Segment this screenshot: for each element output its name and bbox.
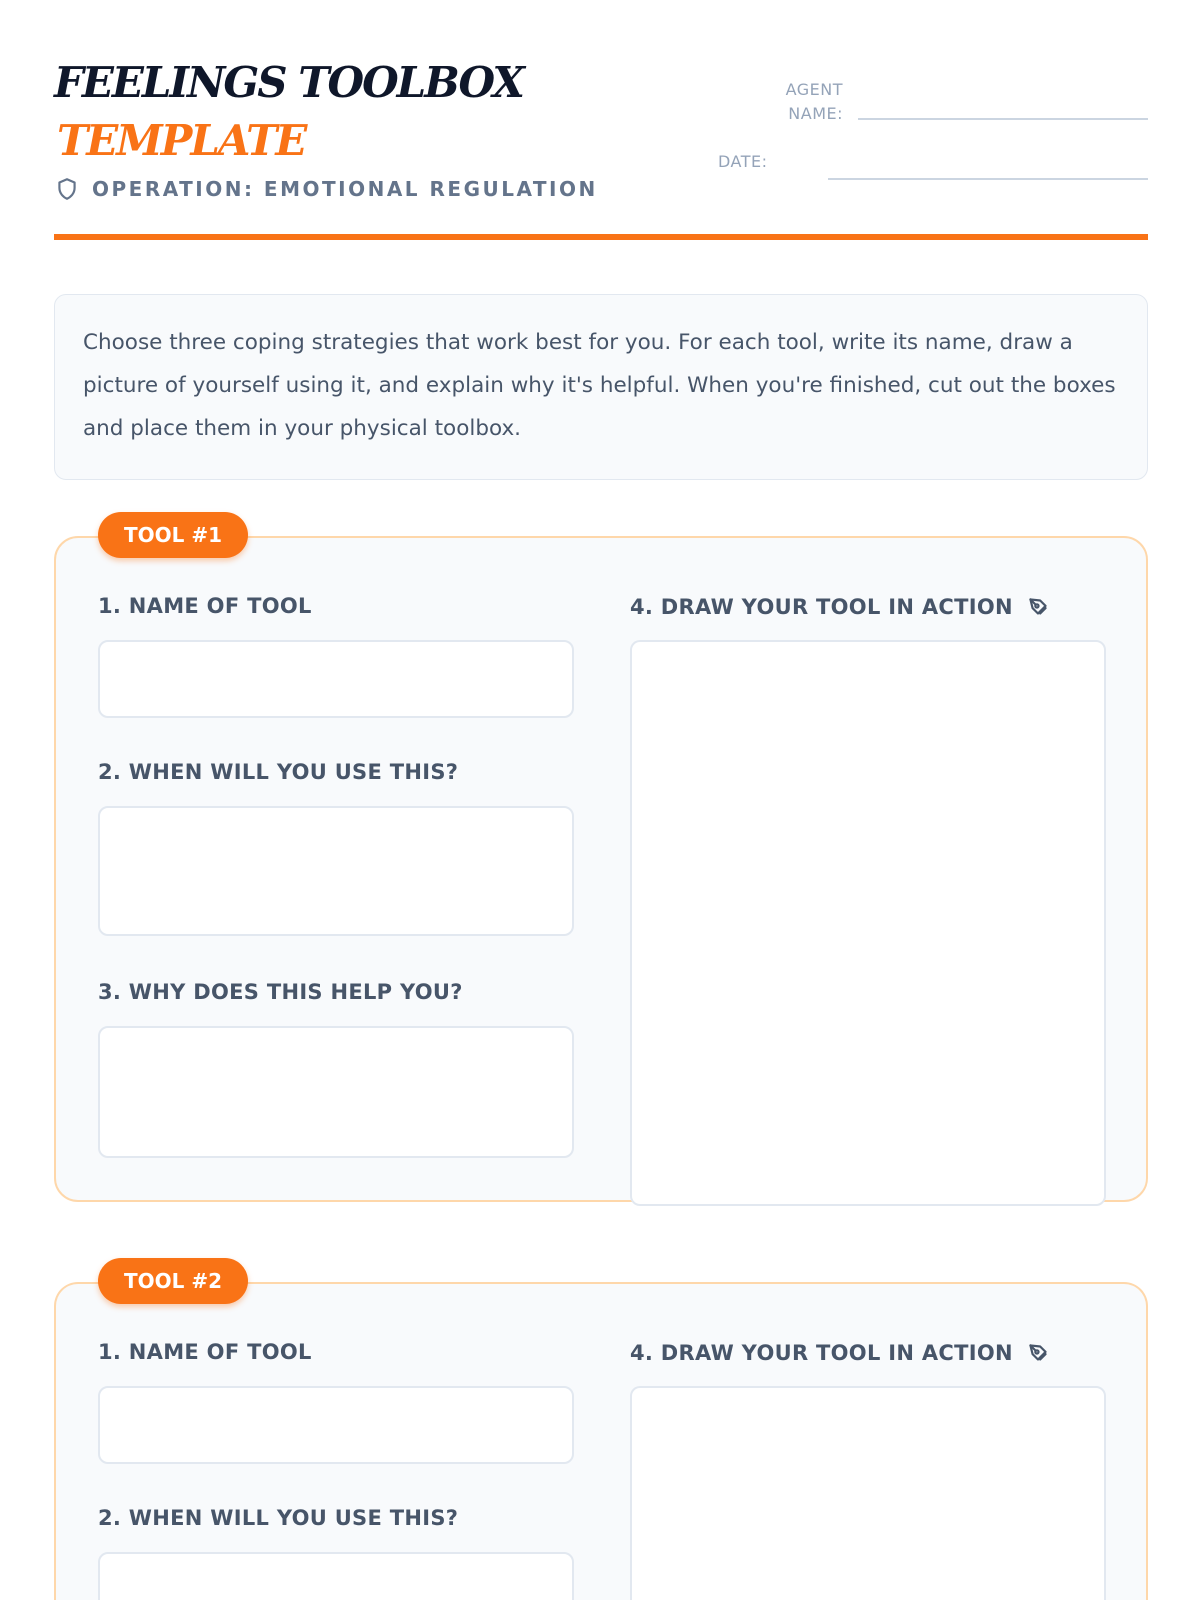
agent-label-line1: AGENT bbox=[785, 80, 843, 99]
draw-tool-label-text: 4. DRAW YOUR TOOL IN ACTION bbox=[630, 595, 1013, 619]
why-help-label: 3. WHY DOES THIS HELP YOU? bbox=[98, 980, 463, 1004]
agent-label-line2: NAME: bbox=[788, 104, 843, 123]
draw-tool-label bbox=[630, 1340, 1051, 1366]
when-use-label: 2. WHEN WILL YOU USE THIS? bbox=[98, 1506, 459, 1530]
date-label: DATE: bbox=[718, 152, 768, 171]
tool-card-1 bbox=[54, 523, 1148, 1202]
agent-name-field[interactable] bbox=[858, 118, 1148, 120]
tool-badge: TOOL #1 bbox=[98, 512, 248, 558]
name-of-tool-input[interactable] bbox=[98, 1386, 574, 1464]
instructions-box: Choose three coping strategies that work best for you. For each tool, write its name, draw a picture of yourself using it, and explain why it's helpful. When you're finished, cut out the boxes and place them in your physical toolbox. bbox=[54, 294, 1148, 480]
shield-icon bbox=[54, 176, 80, 202]
tool-card-2 bbox=[54, 1269, 1148, 1600]
name-of-tool-label: 1. NAME OF TOOL bbox=[98, 1340, 312, 1364]
name-of-tool-input[interactable] bbox=[98, 640, 574, 718]
date-field[interactable] bbox=[828, 178, 1148, 180]
draw-tool-canvas[interactable] bbox=[630, 640, 1106, 1206]
draw-tool-label bbox=[630, 594, 1051, 620]
when-use-input[interactable] bbox=[98, 806, 574, 936]
header-divider bbox=[54, 234, 1148, 240]
why-help-input[interactable] bbox=[98, 1026, 574, 1158]
pen-tool-icon bbox=[1025, 1340, 1051, 1366]
agent-name-label bbox=[786, 78, 843, 126]
tool-badge: TOOL #2 bbox=[98, 1258, 248, 1304]
subtitle-text: OPERATION: EMOTIONAL REGULATION bbox=[92, 177, 598, 201]
title-primary: FEELINGS TOOLBOX bbox=[54, 58, 523, 107]
when-use-input[interactable] bbox=[98, 1552, 574, 1600]
pen-tool-icon bbox=[1025, 594, 1051, 620]
draw-tool-canvas[interactable] bbox=[630, 1386, 1106, 1600]
subtitle bbox=[54, 176, 598, 202]
name-of-tool-label: 1. NAME OF TOOL bbox=[98, 594, 312, 618]
draw-tool-label-text: 4. DRAW YOUR TOOL IN ACTION bbox=[630, 1341, 1013, 1365]
when-use-label: 2. WHEN WILL YOU USE THIS? bbox=[98, 760, 459, 784]
title-accent: TEMPLATE bbox=[57, 116, 306, 165]
worksheet-header bbox=[54, 58, 1148, 240]
